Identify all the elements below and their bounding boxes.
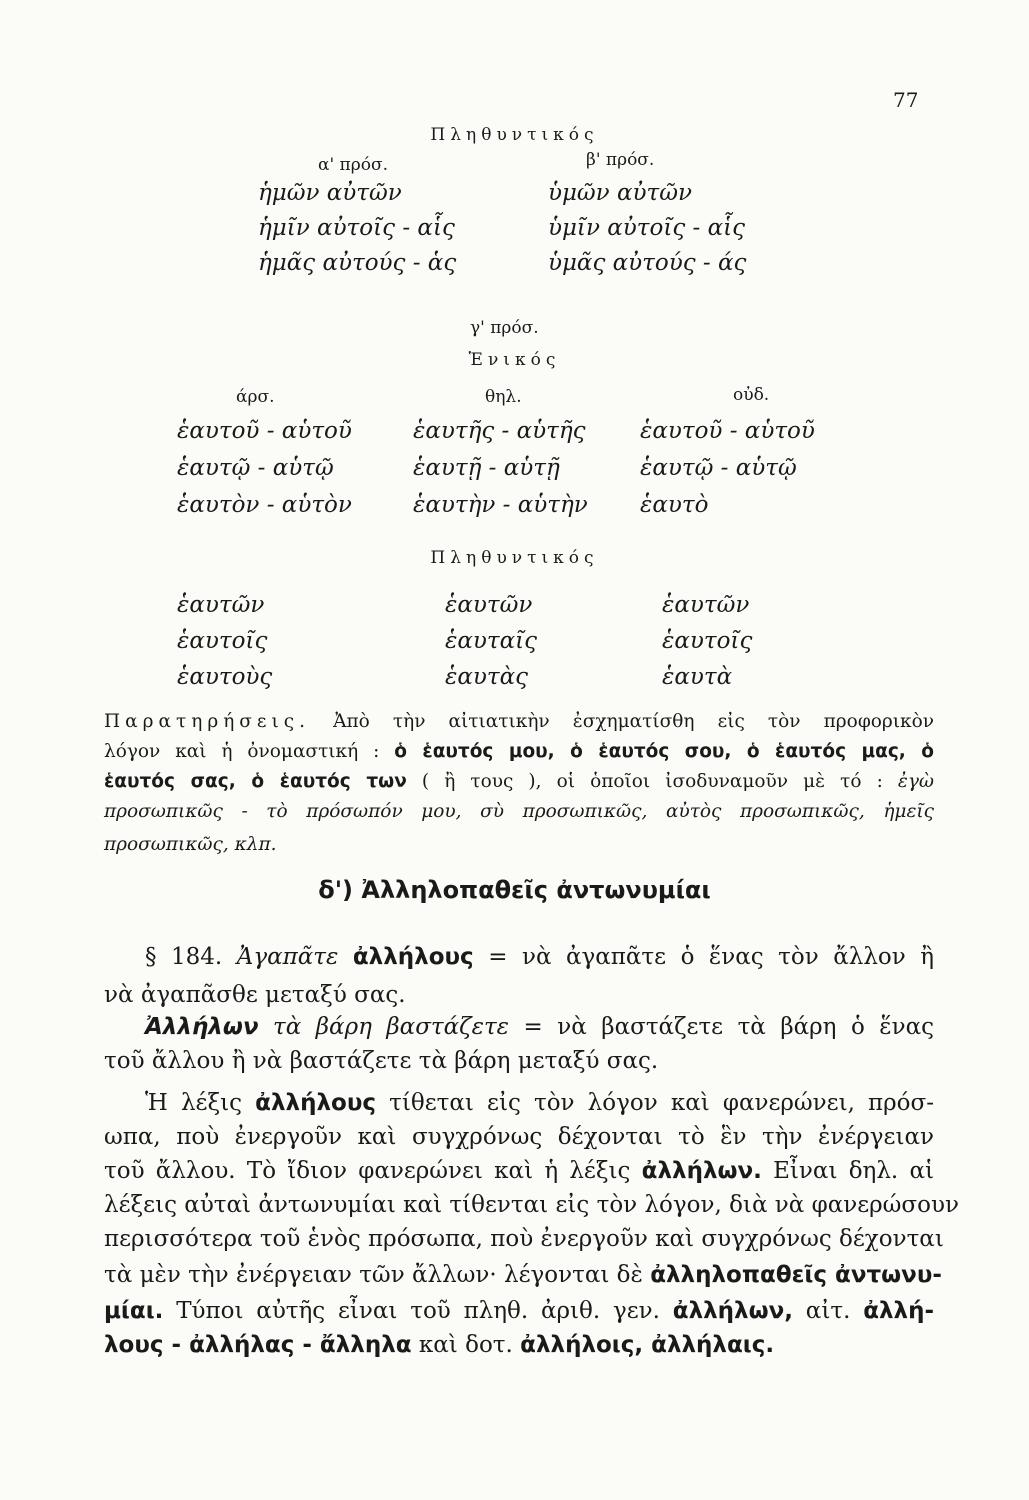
- plural-heading: Πληθυντικός: [430, 548, 599, 568]
- plural-heading: Πληθυντικός: [430, 125, 599, 145]
- table-cell: ἑαυτὰς: [445, 664, 528, 690]
- table-cell: ἑαυτῆς - αὑτῆς: [413, 418, 586, 444]
- table-cell: ἑαυτοῦ - αὑτοῦ: [640, 418, 815, 444]
- table-cell: ἑαυτῷ - αὑτῷ: [640, 455, 797, 481]
- sec-line: λέξεις αὐταὶ ἀντωνυμίαι καὶ τίθενται εἰς τὸν λόγον, διὰ νὰ φανερώσουν: [104, 1192, 959, 1218]
- table-cell: ἑαυτῶν: [445, 592, 533, 618]
- table-cell: ἡμῶν αὐτῶν: [258, 180, 402, 206]
- sec-line: τοῦ ἄλλου. Τὸ ἴδιον φανερώνει καὶ ἡ λέξις ἀλλήλων. Εἶναι δηλ. αἱ: [104, 1158, 934, 1184]
- sec-line: Ἡ λέξις ἀλλήλους τίθεται εἰς τὸν λόγον καὶ φανερώνει, πρόσ-: [145, 1090, 935, 1116]
- table-cell: ἡμῖν αὐτοῖς - αἷς: [258, 215, 455, 241]
- third-person-label: γ' πρόσ.: [470, 318, 539, 338]
- sec-line: ωπα, ποὺ ἐνεργοῦν καὶ συγχρόνως δέχονται τὸ ἓν τὴν ἐνέργειαν: [104, 1124, 934, 1150]
- observations-line: προσωπικῶς - τὸ πρόσωπόν μου, σὺ προσωπικῶς, αὐτὸς προσωπικῶς, ἡμεῖς: [104, 801, 934, 822]
- table-cell: ἑαυτοῖς: [662, 628, 753, 654]
- observations-line: Παρατηρήσεις. Ἀπὸ τὴν αἰτιατικὴν ἐσχηματίσθη εἰς τὸν προφορικὸν: [104, 711, 934, 732]
- table-cell: ἑαυτὸν - αὑτὸν: [177, 492, 352, 518]
- page-number: 77: [893, 88, 919, 112]
- sec-line: τοῦ ἄλλου ἢ νὰ βαστάζετε τὰ βάρη μεταξύ σας.: [104, 1048, 659, 1074]
- sec-line: μίαι. Τύποι αὐτῆς εἶναι τοῦ πληθ. ἀριθ. γεν. ἀλλήλων, αἰτ. ἀλλή-: [104, 1298, 935, 1324]
- masculine-label: άρσ.: [236, 387, 275, 407]
- observations-line: λόγον καὶ ἡ ὀνομαστική : ὁ ἑαυτός μου, ὁ ἑαυτός σου, ὁ ἑαυτός μας, ὁ: [104, 741, 934, 762]
- table-cell: ὑμᾶς αὐτούς - άς: [548, 250, 747, 276]
- table-cell: ἑαυταῖς: [445, 628, 538, 654]
- table-cell: ἑαυτῇ - αὑτῇ: [413, 455, 560, 481]
- table-cell: ἑαυτῷ - αὑτῷ: [177, 455, 334, 481]
- sec-line: τὰ μὲν τὴν ἐνέργειαν τῶν ἄλλων· λέγονται δὲ ἀλληλοπαθεῖς ἀντωνυ-: [104, 1262, 942, 1288]
- table-cell: ἑαυτῶν: [662, 592, 750, 618]
- sec-line: Ἀλλήλων τὰ βάρη βαστάζετε = νὰ βαστάζετε τὰ βάρη ὁ ἕνας: [145, 1014, 935, 1040]
- feminine-label: θηλ.: [485, 387, 522, 407]
- observations-label: Παρατηρήσεις.: [104, 711, 310, 732]
- table-cell: ἑαυτοῖς: [177, 628, 268, 654]
- table-cell: ἑαυτὸ: [640, 492, 709, 518]
- table-cell: ἑαυτῶν: [177, 592, 265, 618]
- observations-line: προσωπικῶς, κλπ.: [104, 834, 277, 855]
- table-cell: ὑμῖν αὐτοῖς - αἷς: [548, 215, 746, 241]
- table-cell: ὑμῶν αὐτῶν: [548, 180, 692, 206]
- singular-heading: Ἑνικός: [468, 350, 561, 370]
- table-cell: ἑαυτὴν - αὑτὴν: [413, 492, 588, 518]
- first-person-label: α' πρόσ.: [318, 155, 388, 175]
- table-cell: ἡμᾶς αὐτούς - ἁς: [258, 250, 457, 276]
- sec-line: λους - ἀλλήλας - ἄλληλα καὶ δοτ. ἀλλήλοις, ἀλλήλαις.: [104, 1332, 775, 1358]
- sec-line: § 184. Ἀγαπᾶτε ἀλλήλους = νὰ ἀγαπᾶτε ὁ ἕνας τὸν ἄλλον ἢ: [145, 944, 935, 970]
- observations-line: ἑαυτός σας, ὁ ἑαυτός των ( ἢ τους ), οἱ ὁποῖοι ἰσοδυναμοῦν μὲ τό : ἐγὼ: [104, 771, 934, 792]
- second-person-label: β' πρόσ.: [586, 150, 655, 170]
- section-heading: δ') Ἀλληλοπαθεῖς ἀντωνυμίαι: [318, 876, 711, 904]
- sec-line: νὰ ἀγαπᾶσθε μεταξύ σας.: [104, 982, 406, 1008]
- table-cell: ἑαυτοῦ - αὑτοῦ: [177, 418, 352, 444]
- sec-line: περισσότερα τοῦ ἑνὸς πρόσωπα, ποὺ ἐνεργοῦν καὶ συγχρόνως δέχονται: [104, 1226, 944, 1252]
- table-cell: ἑαυτοὺς: [177, 664, 273, 690]
- section-number: § 184.: [145, 944, 223, 970]
- neuter-label: οὐδ.: [733, 385, 770, 405]
- table-cell: ἑαυτὰ: [662, 664, 733, 690]
